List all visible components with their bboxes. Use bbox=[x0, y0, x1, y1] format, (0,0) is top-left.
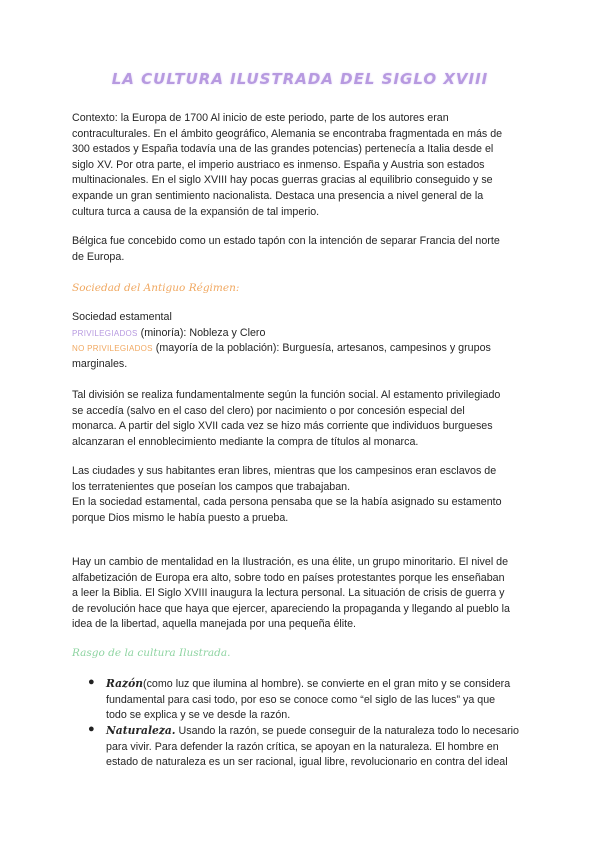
bullet-text: Usando la razón, se puede conseguir de la naturaleza todo lo necesario bbox=[175, 725, 519, 737]
sociedad-block bbox=[72, 310, 528, 372]
text-line: de revolución hace que haya que ejercer, apareciendo la propaganda y llegando al pueblo la bbox=[72, 602, 510, 615]
text-line: alfabetización de Europa era alto, sobre todo en países protestantes porque les enseñaban bbox=[72, 571, 505, 584]
bullet-naturaleza bbox=[106, 723, 530, 771]
page-title: LA CULTURA ILUSTRADA DEL SIGLO XVIII bbox=[111, 70, 489, 88]
text-line: marginales. bbox=[72, 357, 128, 370]
no-privilegiados-tag: NO PRIVILEGIADOS bbox=[72, 344, 153, 354]
text-line: monarca. A partir del siglo XVII cada vez se hizo más corriente que individuos burgueses bbox=[72, 420, 493, 433]
text-line: todo se explica y se ve desde la razón. bbox=[106, 709, 291, 722]
text-line: Hay un cambio de mentalidad en la Ilustración, es una élite, un grupo minoritario. El nivel de bbox=[72, 556, 509, 568]
text-line: de Europa. bbox=[72, 250, 125, 263]
bullet-line bbox=[106, 723, 530, 740]
text-line: se accedía (salvo en el caso del clero) por nacimiento o por concesión especial del bbox=[72, 404, 465, 417]
no-privilegiados-line bbox=[72, 341, 528, 357]
text-line: Sociedad estamental bbox=[72, 311, 172, 323]
division-paragraph bbox=[72, 388, 528, 450]
ciudades-paragraph bbox=[72, 464, 528, 526]
text-line: multinacionales. En el siglo XVIII hay pocas guerras gracias al equilibrio conseguido y se bbox=[72, 174, 493, 187]
bullet-dot: ● bbox=[88, 676, 95, 688]
text-line: a leer la Biblia. El Siglo XVIII inaugura la lectura personal. La situación de crisis de guerra y bbox=[72, 587, 505, 600]
bullet-text: (como luz que ilumina al hombre). se convierte en el gran mito y se considera bbox=[143, 678, 511, 690]
privilegiados-text: (minoría): Nobleza y Clero bbox=[137, 326, 266, 339]
text-line: porque Dios mismo le había puesto a prueba. bbox=[72, 511, 289, 524]
text-line: cultura turca a causa de la expansión de tal imperio. bbox=[72, 205, 320, 218]
bullet-razon bbox=[106, 676, 530, 724]
text-line: idea de la libertad, aquella manejada por una pequeña élite. bbox=[72, 618, 357, 631]
intro-paragraph bbox=[72, 111, 528, 220]
text-line: estado de naturaleza es un ser racional, igual libre, revolucionario en contra del ideal bbox=[106, 756, 508, 769]
privilegiados-line bbox=[72, 326, 528, 342]
text-line: 300 estados y España todavía una de las grandes potencias) pertenecía a Italia desde el bbox=[72, 143, 494, 156]
no-privilegiados-text: (mayoría de la población): Burguesía, artesanos, campesinos y grupos bbox=[152, 342, 491, 355]
text-line: siglo XV. Por otra parte, el imperio austriaco es inmenso. España y Austria son estados bbox=[72, 158, 485, 171]
bullet-dot: ● bbox=[88, 723, 95, 735]
belgica-paragraph bbox=[72, 234, 528, 265]
text-line: Tal división se realiza fundamentalmente según la función social. Al estamento privilegiado bbox=[72, 389, 501, 401]
text-line: para vivir. Para defender la razón crítica, se apoyan en la naturaleza. El hombre en bbox=[106, 740, 499, 753]
heading-sociedad: Sociedad del Antiguo Régimen: bbox=[72, 282, 240, 294]
bullet-term: Razón bbox=[106, 677, 144, 690]
text-line: Las ciudades y sus habitantes eran libres, mientras que los campesinos eran esclavos de bbox=[72, 465, 497, 477]
bullet-line bbox=[106, 676, 530, 693]
text-line: los terratenientes que poseían los campos que trabajaban. bbox=[72, 480, 351, 493]
text-line: Contexto: la Europa de 1700 Al inicio de este periodo, parte de los autores eran bbox=[72, 112, 449, 124]
privilegiados-tag: PRIVILEGIADOS bbox=[72, 328, 138, 338]
text-line: alcanzaran el ennoblecimiento mediante la compra de títulos al monarca. bbox=[72, 435, 419, 448]
text-line: expande un gran sentimiento nacionalista. Destaca una presencia a nivel general de la bbox=[72, 189, 484, 202]
cambio-paragraph bbox=[72, 555, 528, 633]
text-line: Bélgica fue concebido como un estado tapón con la intención de separar Francia del norte bbox=[72, 235, 500, 247]
text-line: contraculturales. En el ámbito geográfico, Alemania se encontraba fragmentada en más de bbox=[72, 127, 503, 140]
bullet-term: Naturaleza. bbox=[106, 724, 176, 737]
text-line: fundamental para casi todo, por eso se conoce como “el siglo de las luces” ya que bbox=[106, 693, 496, 706]
text-line: En la sociedad estamental, cada persona pensaba que se la había asignado su estamento bbox=[72, 496, 502, 509]
heading-rasgo: Rasgo de la cultura Ilustrada. bbox=[72, 647, 231, 659]
